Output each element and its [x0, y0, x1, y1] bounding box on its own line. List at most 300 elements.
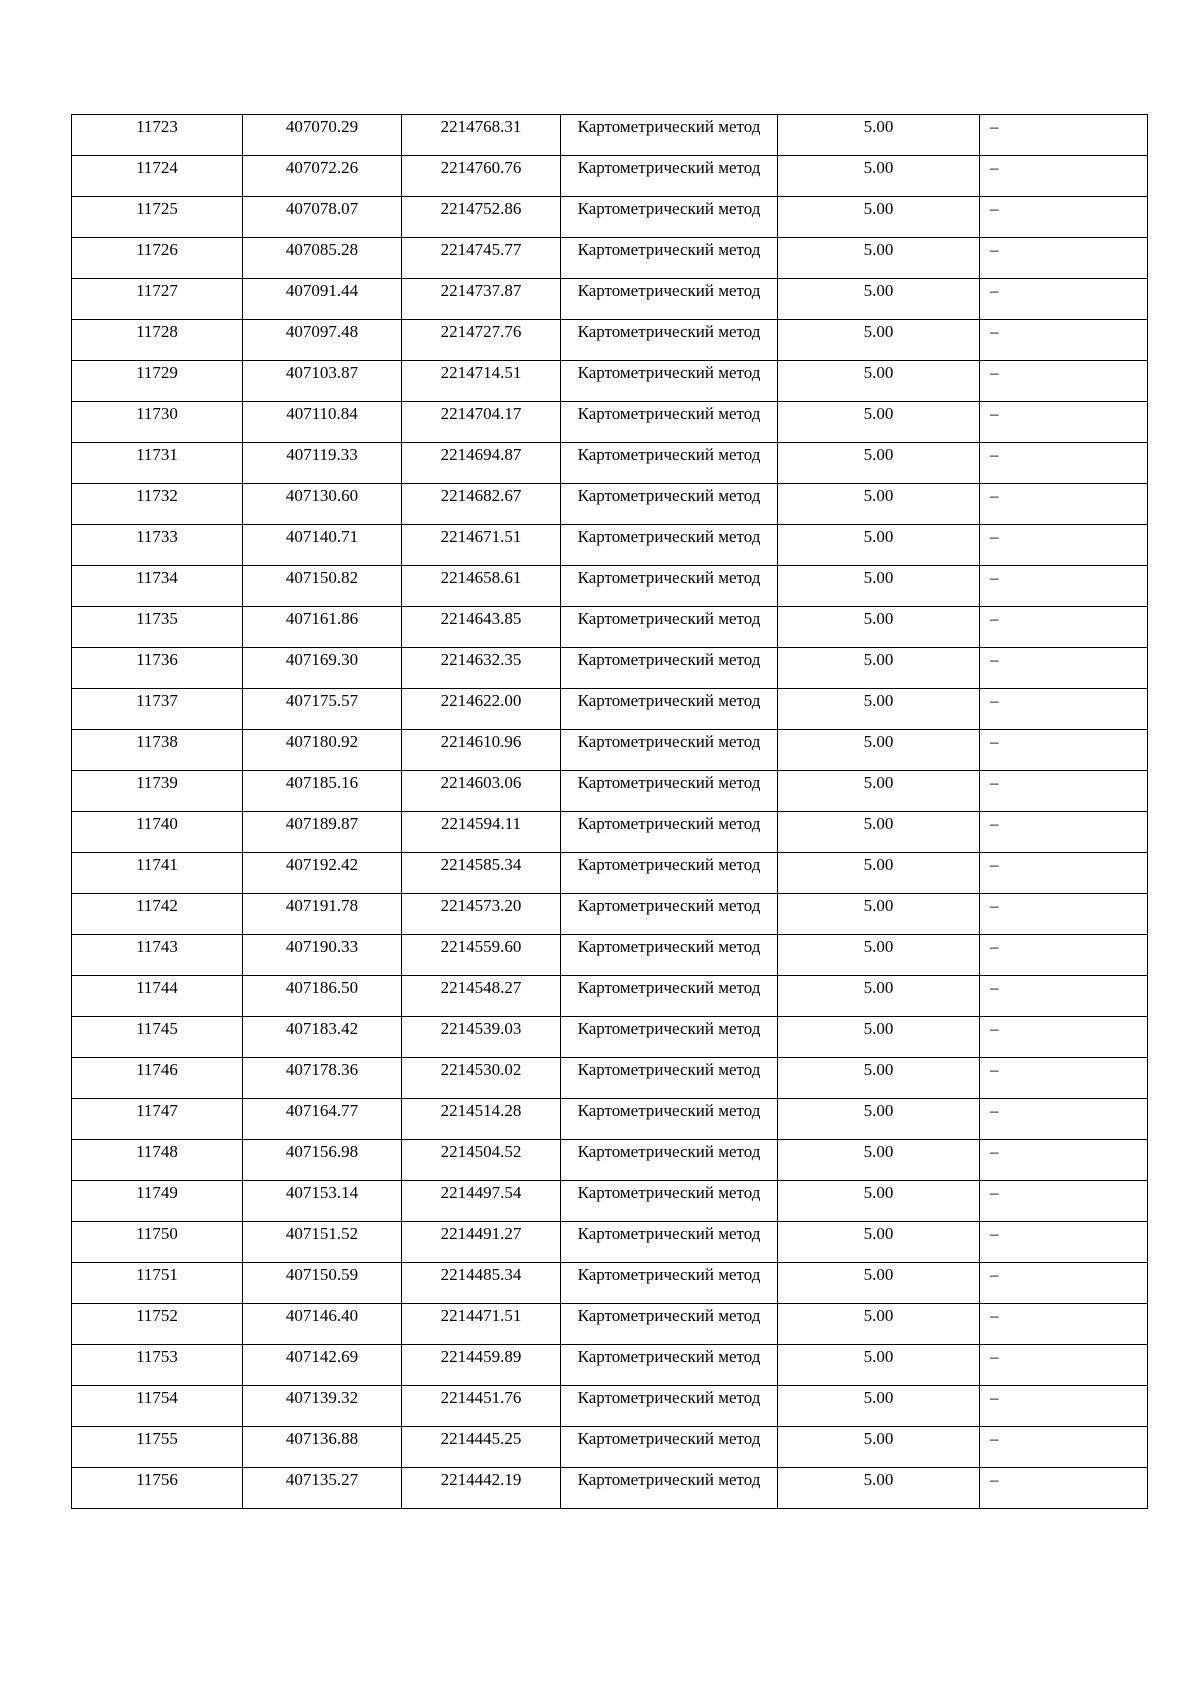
x-coordinate-cell-text: 407191.78 [285, 896, 359, 915]
y-coordinate-cell-text: 2214451.76 [440, 1388, 522, 1407]
x-coordinate-cell-text: 407169.30 [285, 650, 359, 669]
accuracy-cell-text: 5.00 [863, 1060, 894, 1079]
accuracy-cell [778, 976, 980, 1017]
method-cell-text: Картометрический метод [577, 568, 761, 587]
note-cell [980, 1099, 1148, 1140]
y-coordinate-cell-text: 2214530.02 [440, 1060, 522, 1079]
note-cell [980, 689, 1148, 730]
point-number-cell [72, 976, 243, 1017]
y-coordinate-cell [402, 1427, 561, 1468]
method-cell [561, 443, 778, 484]
point-number-cell [72, 402, 243, 443]
method-cell [561, 812, 778, 853]
x-coordinate-cell-text: 407185.16 [285, 773, 359, 792]
x-coordinate-cell [243, 1263, 402, 1304]
point-number-cell-text: 11727 [136, 281, 178, 300]
accuracy-cell-text: 5.00 [863, 281, 894, 300]
accuracy-cell [778, 1427, 980, 1468]
method-cell [561, 1304, 778, 1345]
note-cell [980, 525, 1148, 566]
x-coordinate-cell [243, 1181, 402, 1222]
method-cell-text: Картометрический метод [577, 650, 761, 669]
y-coordinate-cell-text: 2214548.27 [440, 978, 522, 997]
y-coordinate-cell-text: 2214442.19 [440, 1470, 522, 1489]
method-cell [561, 689, 778, 730]
point-number-cell-text: 11743 [136, 937, 178, 956]
method-cell [561, 1222, 778, 1263]
point-number-cell [72, 689, 243, 730]
note-cell-text: – [990, 404, 999, 423]
x-coordinate-cell [243, 443, 402, 484]
x-coordinate-cell [243, 1058, 402, 1099]
point-number-cell [72, 361, 243, 402]
y-coordinate-cell [402, 1181, 561, 1222]
x-coordinate-cell [243, 1140, 402, 1181]
method-cell-text: Картометрический метод [577, 1224, 761, 1243]
table-row [72, 566, 1148, 607]
x-coordinate-cell-text: 407097.48 [285, 322, 359, 341]
point-number-cell [72, 935, 243, 976]
method-cell [561, 320, 778, 361]
note-cell [980, 1222, 1148, 1263]
point-number-cell [72, 1345, 243, 1386]
method-cell [561, 935, 778, 976]
accuracy-cell-text: 5.00 [863, 650, 894, 669]
point-number-cell-text: 11731 [136, 445, 178, 464]
point-number-cell [72, 1222, 243, 1263]
note-cell [980, 976, 1148, 1017]
note-cell-text: – [990, 158, 999, 177]
y-coordinate-cell [402, 894, 561, 935]
x-coordinate-cell [243, 730, 402, 771]
point-number-cell-text: 11746 [136, 1060, 178, 1079]
table-row [72, 1386, 1148, 1427]
note-cell-text: – [990, 1224, 999, 1243]
note-cell [980, 1386, 1148, 1427]
x-coordinate-cell-text: 407070.29 [285, 117, 359, 136]
accuracy-cell-text: 5.00 [863, 322, 894, 341]
point-number-cell [72, 1263, 243, 1304]
note-cell-text: – [990, 1019, 999, 1038]
accuracy-cell-text: 5.00 [863, 732, 894, 751]
note-cell [980, 894, 1148, 935]
y-coordinate-cell-text: 2214658.61 [440, 568, 522, 587]
accuracy-cell-text: 5.00 [863, 1306, 894, 1325]
point-number-cell-text: 11739 [136, 773, 178, 792]
table-row [72, 484, 1148, 525]
method-cell [561, 1468, 778, 1509]
method-cell-text: Картометрический метод [577, 814, 761, 833]
point-number-cell [72, 1099, 243, 1140]
method-cell-text: Картометрический метод [577, 1388, 761, 1407]
note-cell-text: – [990, 1470, 999, 1489]
note-cell-text: – [990, 240, 999, 259]
accuracy-cell [778, 484, 980, 525]
x-coordinate-cell-text: 407178.36 [285, 1060, 359, 1079]
method-cell-text: Картометрический метод [577, 281, 761, 300]
y-coordinate-cell [402, 730, 561, 771]
table-row [72, 1468, 1148, 1509]
note-cell [980, 238, 1148, 279]
table-row [72, 894, 1148, 935]
note-cell [980, 156, 1148, 197]
point-number-cell [72, 279, 243, 320]
point-number-cell [72, 484, 243, 525]
point-number-cell [72, 443, 243, 484]
x-coordinate-cell-text: 407130.60 [285, 486, 359, 505]
x-coordinate-cell [243, 238, 402, 279]
x-coordinate-cell-text: 407146.40 [285, 1306, 359, 1325]
note-cell [980, 1181, 1148, 1222]
note-cell-text: – [990, 609, 999, 628]
note-cell-text: – [990, 1060, 999, 1079]
y-coordinate-cell-text: 2214585.34 [440, 855, 522, 874]
x-coordinate-cell [243, 1468, 402, 1509]
accuracy-cell-text: 5.00 [863, 1388, 894, 1407]
point-number-cell [72, 238, 243, 279]
point-number-cell-text: 11752 [136, 1306, 178, 1325]
point-number-cell [72, 1140, 243, 1181]
note-cell-text: – [990, 363, 999, 382]
point-number-cell-text: 11742 [136, 896, 178, 915]
accuracy-cell [778, 238, 980, 279]
y-coordinate-cell-text: 2214445.25 [440, 1429, 522, 1448]
x-coordinate-cell-text: 407175.57 [285, 691, 359, 710]
y-coordinate-cell-text: 2214459.89 [440, 1347, 522, 1366]
table-row [72, 648, 1148, 689]
method-cell [561, 730, 778, 771]
y-coordinate-cell [402, 1345, 561, 1386]
point-number-cell [72, 1468, 243, 1509]
accuracy-cell-text: 5.00 [863, 117, 894, 136]
accuracy-cell [778, 279, 980, 320]
method-cell [561, 1427, 778, 1468]
method-cell-text: Картометрический метод [577, 937, 761, 956]
note-cell-text: – [990, 1306, 999, 1325]
table-row [72, 730, 1148, 771]
y-coordinate-cell [402, 443, 561, 484]
accuracy-cell-text: 5.00 [863, 609, 894, 628]
accuracy-cell-text: 5.00 [863, 937, 894, 956]
y-coordinate-cell [402, 1304, 561, 1345]
y-coordinate-cell-text: 2214539.03 [440, 1019, 522, 1038]
method-cell-text: Картометрический метод [577, 1470, 761, 1489]
accuracy-cell-text: 5.00 [863, 1470, 894, 1489]
note-cell [980, 1468, 1148, 1509]
y-coordinate-cell [402, 812, 561, 853]
x-coordinate-cell [243, 566, 402, 607]
method-cell-text: Картометрический метод [577, 732, 761, 751]
point-number-cell [72, 525, 243, 566]
x-coordinate-cell [243, 156, 402, 197]
note-cell-text: – [990, 650, 999, 669]
method-cell [561, 238, 778, 279]
note-cell-text: – [990, 568, 999, 587]
point-number-cell [72, 648, 243, 689]
y-coordinate-cell-text: 2214594.11 [440, 814, 522, 833]
method-cell [561, 1386, 778, 1427]
note-cell [980, 853, 1148, 894]
point-number-cell-text: 11734 [136, 568, 178, 587]
x-coordinate-cell [243, 320, 402, 361]
note-cell-text: – [990, 486, 999, 505]
y-coordinate-cell [402, 607, 561, 648]
y-coordinate-cell-text: 2214610.96 [440, 732, 522, 751]
accuracy-cell-text: 5.00 [863, 1224, 894, 1243]
accuracy-cell-text: 5.00 [863, 568, 894, 587]
note-cell [980, 771, 1148, 812]
note-cell [980, 115, 1148, 156]
y-coordinate-cell [402, 566, 561, 607]
point-number-cell [72, 853, 243, 894]
point-number-cell-text: 11726 [136, 240, 178, 259]
x-coordinate-cell-text: 407078.07 [285, 199, 359, 218]
note-cell-text: – [990, 896, 999, 915]
accuracy-cell-text: 5.00 [863, 363, 894, 382]
table-row [72, 1140, 1148, 1181]
note-cell-text: – [990, 199, 999, 218]
method-cell-text: Картометрический метод [577, 855, 761, 874]
table-row [72, 197, 1148, 238]
method-cell-text: Картометрический метод [577, 1019, 761, 1038]
x-coordinate-cell [243, 115, 402, 156]
x-coordinate-cell [243, 812, 402, 853]
table-row [72, 1345, 1148, 1386]
accuracy-cell-text: 5.00 [863, 1142, 894, 1161]
method-cell [561, 115, 778, 156]
x-coordinate-cell [243, 1427, 402, 1468]
method-cell-text: Картометрический метод [577, 486, 761, 505]
x-coordinate-cell [243, 976, 402, 1017]
accuracy-cell-text: 5.00 [863, 896, 894, 915]
accuracy-cell-text: 5.00 [863, 240, 894, 259]
table-row [72, 1058, 1148, 1099]
x-coordinate-cell-text: 407190.33 [285, 937, 359, 956]
note-cell [980, 648, 1148, 689]
y-coordinate-cell-text: 2214632.35 [440, 650, 522, 669]
table-row [72, 279, 1148, 320]
note-cell [980, 1304, 1148, 1345]
method-cell-text: Картометрический метод [577, 1142, 761, 1161]
method-cell [561, 894, 778, 935]
note-cell-text: – [990, 855, 999, 874]
point-number-cell-text: 11755 [136, 1429, 178, 1448]
note-cell [980, 279, 1148, 320]
y-coordinate-cell-text: 2214727.76 [440, 322, 522, 341]
method-cell [561, 853, 778, 894]
method-cell-text: Картометрический метод [577, 978, 761, 997]
x-coordinate-cell-text: 407150.59 [285, 1265, 359, 1284]
y-coordinate-cell [402, 197, 561, 238]
table-row [72, 443, 1148, 484]
x-coordinate-cell [243, 279, 402, 320]
point-number-cell-text: 11730 [136, 404, 178, 423]
point-number-cell-text: 11749 [136, 1183, 178, 1202]
x-coordinate-cell-text: 407161.86 [285, 609, 359, 628]
point-number-cell-text: 11738 [136, 732, 178, 751]
note-cell-text: – [990, 281, 999, 300]
accuracy-cell [778, 1386, 980, 1427]
note-cell [980, 1263, 1148, 1304]
method-cell-text: Картометрический метод [577, 1183, 761, 1202]
point-number-cell [72, 1386, 243, 1427]
x-coordinate-cell-text: 407140.71 [285, 527, 359, 546]
coordinates-table-body [72, 115, 1148, 1509]
method-cell-text: Картометрический метод [577, 896, 761, 915]
point-number-cell [72, 197, 243, 238]
table-row [72, 935, 1148, 976]
y-coordinate-cell [402, 156, 561, 197]
y-coordinate-cell-text: 2214745.77 [440, 240, 522, 259]
accuracy-cell [778, 730, 980, 771]
y-coordinate-cell [402, 935, 561, 976]
x-coordinate-cell [243, 1304, 402, 1345]
note-cell [980, 1058, 1148, 1099]
y-coordinate-cell-text: 2214671.51 [440, 527, 522, 546]
note-cell-text: – [990, 732, 999, 751]
x-coordinate-cell-text: 407186.50 [285, 978, 359, 997]
x-coordinate-cell-text: 407139.32 [285, 1388, 359, 1407]
table-row [72, 1099, 1148, 1140]
accuracy-cell-text: 5.00 [863, 199, 894, 218]
accuracy-cell [778, 361, 980, 402]
x-coordinate-cell-text: 407085.28 [285, 240, 359, 259]
table-row [72, 771, 1148, 812]
x-coordinate-cell [243, 689, 402, 730]
method-cell [561, 1140, 778, 1181]
x-coordinate-cell-text: 407110.84 [286, 404, 358, 423]
accuracy-cell [778, 320, 980, 361]
accuracy-cell [778, 197, 980, 238]
method-cell [561, 1058, 778, 1099]
y-coordinate-cell [402, 484, 561, 525]
note-cell-text: – [990, 691, 999, 710]
note-cell [980, 320, 1148, 361]
note-cell [980, 812, 1148, 853]
accuracy-cell [778, 812, 980, 853]
note-cell-text: – [990, 773, 999, 792]
table-row [72, 115, 1148, 156]
x-coordinate-cell [243, 607, 402, 648]
x-coordinate-cell [243, 935, 402, 976]
x-coordinate-cell-text: 407072.26 [285, 158, 359, 177]
y-coordinate-cell-text: 2214643.85 [440, 609, 522, 628]
y-coordinate-cell [402, 976, 561, 1017]
point-number-cell [72, 566, 243, 607]
x-coordinate-cell [243, 484, 402, 525]
y-coordinate-cell [402, 1017, 561, 1058]
y-coordinate-cell-text: 2214760.76 [440, 158, 522, 177]
method-cell [561, 525, 778, 566]
accuracy-cell [778, 1304, 980, 1345]
x-coordinate-cell-text: 407180.92 [285, 732, 359, 751]
accuracy-cell [778, 607, 980, 648]
table-row [72, 320, 1148, 361]
accuracy-cell-text: 5.00 [863, 1019, 894, 1038]
method-cell-text: Картометрический метод [577, 117, 761, 136]
accuracy-cell [778, 1468, 980, 1509]
table-row [72, 361, 1148, 402]
note-cell [980, 1345, 1148, 1386]
method-cell-text: Картометрический метод [577, 363, 761, 382]
point-number-cell-text: 11724 [136, 158, 178, 177]
note-cell [980, 1017, 1148, 1058]
point-number-cell [72, 730, 243, 771]
accuracy-cell [778, 689, 980, 730]
accuracy-cell-text: 5.00 [863, 1429, 894, 1448]
x-coordinate-cell [243, 1386, 402, 1427]
table-row [72, 1304, 1148, 1345]
x-coordinate-cell [243, 853, 402, 894]
y-coordinate-cell-text: 2214714.51 [440, 363, 522, 382]
method-cell-text: Картометрический метод [577, 527, 761, 546]
table-row [72, 1263, 1148, 1304]
note-cell-text: – [990, 1347, 999, 1366]
method-cell-text: Картометрический метод [577, 240, 761, 259]
point-number-cell-text: 11735 [136, 609, 178, 628]
method-cell [561, 648, 778, 689]
x-coordinate-cell-text: 407151.52 [285, 1224, 359, 1243]
y-coordinate-cell-text: 2214485.34 [440, 1265, 522, 1284]
accuracy-cell-text: 5.00 [863, 814, 894, 833]
y-coordinate-cell [402, 525, 561, 566]
y-coordinate-cell-text: 2214737.87 [440, 281, 522, 300]
accuracy-cell [778, 1181, 980, 1222]
point-number-cell-text: 11733 [136, 527, 178, 546]
note-cell-text: – [990, 1388, 999, 1407]
method-cell-text: Картометрический метод [577, 1101, 761, 1120]
y-coordinate-cell [402, 402, 561, 443]
method-cell-text: Картометрический метод [577, 1306, 761, 1325]
point-number-cell [72, 156, 243, 197]
method-cell [561, 566, 778, 607]
y-coordinate-cell [402, 238, 561, 279]
y-coordinate-cell [402, 689, 561, 730]
point-number-cell-text: 11728 [136, 322, 178, 341]
method-cell [561, 1263, 778, 1304]
point-number-cell-text: 11747 [136, 1101, 178, 1120]
point-number-cell-text: 11723 [136, 117, 178, 136]
point-number-cell [72, 607, 243, 648]
note-cell-text: – [990, 1183, 999, 1202]
y-coordinate-cell [402, 771, 561, 812]
note-cell [980, 935, 1148, 976]
note-cell [980, 402, 1148, 443]
accuracy-cell [778, 648, 980, 689]
point-number-cell-text: 11729 [136, 363, 178, 382]
point-number-cell [72, 1181, 243, 1222]
y-coordinate-cell [402, 1140, 561, 1181]
point-number-cell [72, 1058, 243, 1099]
point-number-cell-text: 11725 [136, 199, 178, 218]
y-coordinate-cell [402, 115, 561, 156]
y-coordinate-cell-text: 2214471.51 [440, 1306, 522, 1325]
method-cell-text: Картометрический метод [577, 1429, 761, 1448]
accuracy-cell-text: 5.00 [863, 773, 894, 792]
x-coordinate-cell-text: 407150.82 [285, 568, 359, 587]
method-cell [561, 771, 778, 812]
method-cell-text: Картометрический метод [577, 773, 761, 792]
point-number-cell-text: 11744 [136, 978, 178, 997]
accuracy-cell [778, 853, 980, 894]
note-cell [980, 443, 1148, 484]
method-cell [561, 1099, 778, 1140]
method-cell [561, 156, 778, 197]
point-number-cell-text: 11754 [136, 1388, 178, 1407]
accuracy-cell-text: 5.00 [863, 1347, 894, 1366]
method-cell-text: Картометрический метод [577, 1347, 761, 1366]
point-number-cell [72, 1304, 243, 1345]
